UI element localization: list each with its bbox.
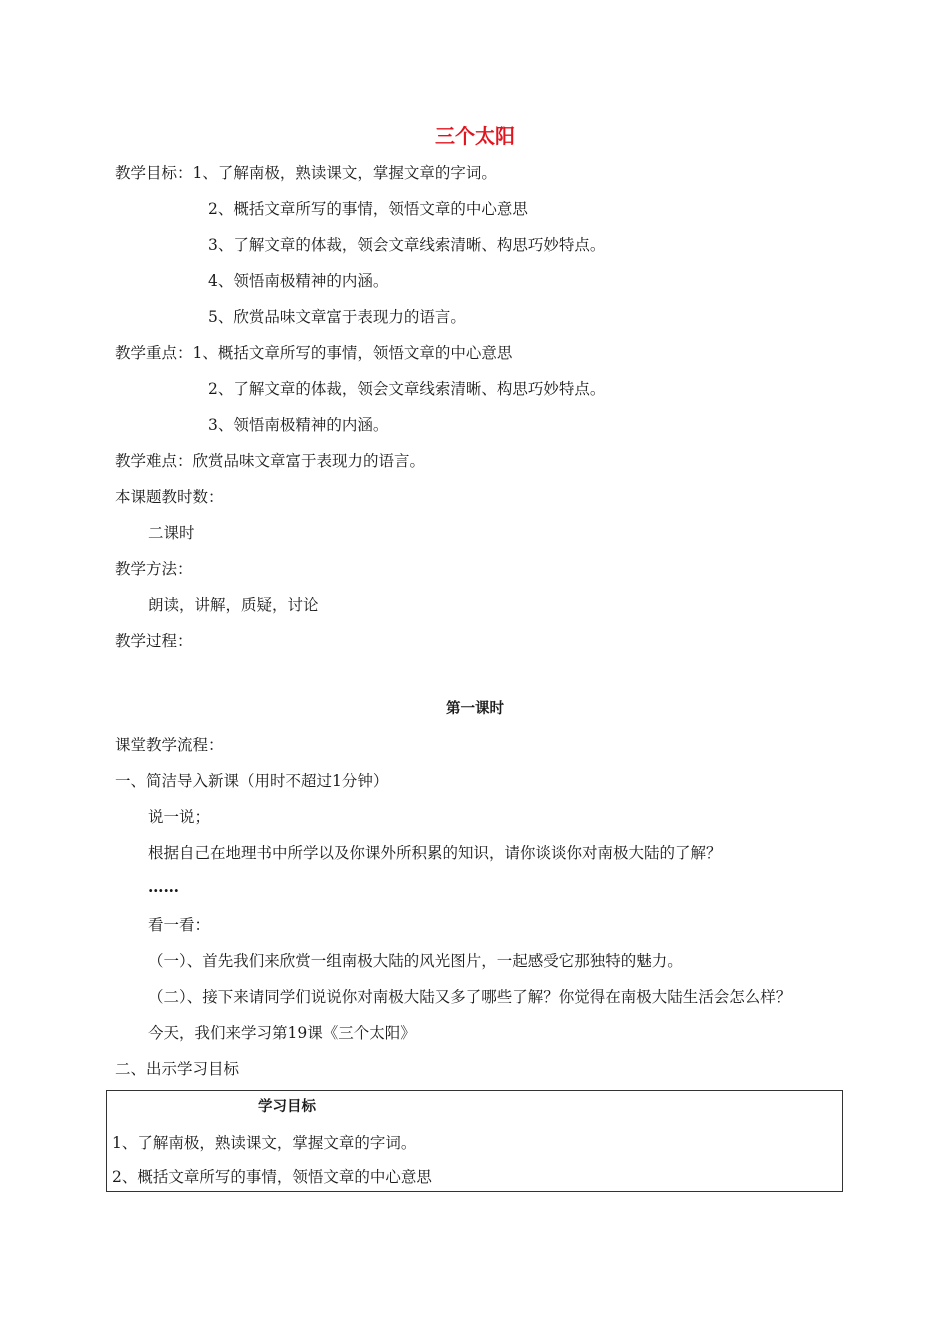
flow-label: 课堂教学流程： — [115, 736, 224, 754]
key-points-line-1: 教学重点：1、概括文章所写的事情，领悟文章的中心意思 — [115, 344, 513, 362]
hours-value: 二课时 — [148, 524, 195, 542]
difficulty-line: 教学难点：欣赏品味文章富于表现力的语言。 — [115, 452, 426, 470]
learning-goal-2: 2、概括文章所写的事情，领悟文章的中心意思 — [112, 1168, 432, 1186]
step-1-heading: 一、简洁导入新课（用时不超过1分钟） — [115, 772, 389, 790]
learning-goals-heading: 学习目标 — [258, 1099, 316, 1115]
hours-label: 本课题教时数： — [115, 488, 224, 506]
objectives-item-2: 2、概括文章所写的事情，领悟文章的中心意思 — [208, 200, 528, 218]
step-2-heading: 二、出示学习目标 — [115, 1060, 240, 1078]
look-item-1: （一）、首先我们来欣赏一组南极大陆的风光图片，一起感受它那独特的魅力。 — [148, 952, 683, 970]
look-item-2: （二）、接下来请同学们说说你对南极大陆又多了哪些了解？你觉得在南极大陆生活会怎么样？ — [148, 988, 792, 1006]
say-label: 说一说； — [148, 808, 211, 826]
learning-goal-1: 1、了解南极，熟读课文，掌握文章的字词。 — [112, 1134, 417, 1152]
say-text: 根据自己在地理书中所学以及你课外所积累的知识，请你谈谈你对南极大陆的了解？ — [148, 844, 722, 862]
ellipsis: …… — [148, 877, 179, 896]
lesson-1-title: 第一课时 — [446, 701, 504, 717]
document-title: 三个太阳 — [435, 124, 515, 148]
today-line: 今天，我们来学习第19课《三个太阳》 — [148, 1024, 416, 1042]
key-points-item-2: 2、了解文章的体裁，领会文章线索清晰、构思巧妙特点。 — [208, 380, 606, 398]
objectives-item-5: 5、欣赏品味文章富于表现力的语言。 — [208, 308, 466, 326]
method-label: 教学方法： — [115, 560, 193, 578]
objectives-item-4: 4、领悟南极精神的内涵。 — [208, 272, 389, 290]
process-label: 教学过程： — [115, 632, 193, 650]
look-label: 看一看： — [148, 916, 211, 934]
objectives-line-1: 教学目标：1、了解南极，熟读课文，掌握文章的字词。 — [115, 164, 497, 182]
method-value: 朗读，讲解，质疑，讨论 — [148, 596, 319, 614]
key-points-item-3: 3、领悟南极精神的内涵。 — [208, 416, 389, 434]
objectives-item-3: 3、了解文章的体裁，领会文章线索清晰、构思巧妙特点。 — [208, 236, 606, 254]
